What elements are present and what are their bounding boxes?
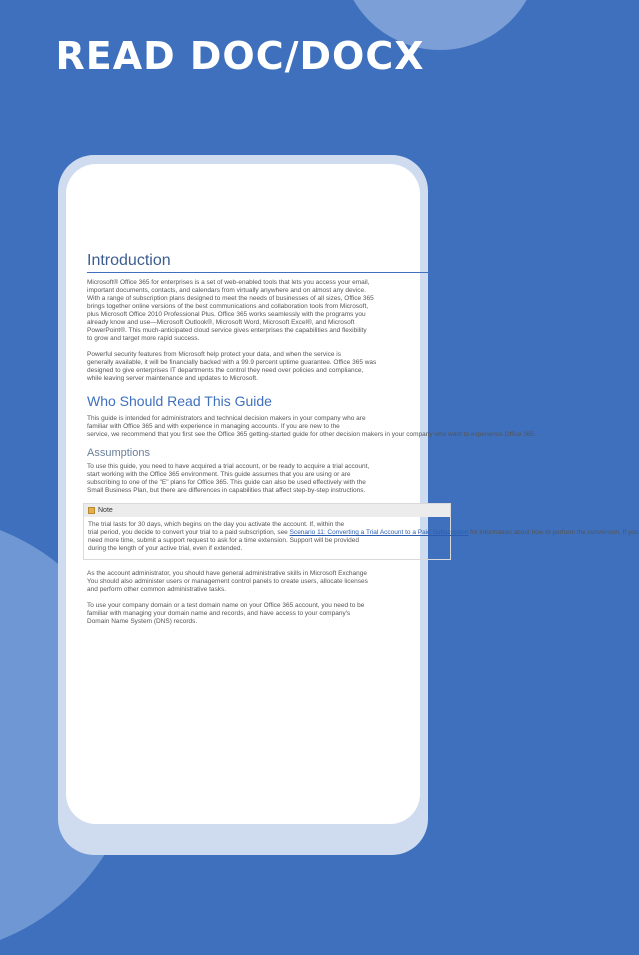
- note-text-before: The trial lasts for 30 days, which begins on the day you activate the account. If, within the trial period, you decide to convert your trial to a paid subscription, see: [88, 521, 345, 536]
- closing-paragraph-1: As the account administrator, you should have general administrative skills in Microsoft Exchange You should also administer users or management control panels to create users, allocate licenses and perform other common administrative tasks.: [87, 570, 368, 593]
- trial-conversion-link[interactable]: Scenario 11: Converting a Trial Account to a Paid Subscription: [289, 529, 469, 536]
- note-label: Note: [98, 507, 113, 514]
- note-box: [83, 503, 639, 560]
- assumptions-paragraph: To use this guide, you need to have acquired a trial account, or be ready to acquire a trial account, start working with the Office 365 environment. This guide assumes that you are using or are subscribing to one of the "E" plans for Office 365. This guide can also be used effectively with the Small Business Plan, but there are differences in capabilities that affect step-by-step instructions.: [87, 463, 370, 494]
- heading-who-should-read: Who Should Read This Guide: [87, 393, 272, 409]
- intro-paragraph-2: Powerful security features from Microsoft help protect your data, and when the service is generally available, it will be financially backed with a 99.9 percent uptime guarantee. Office 365 was designed to give enterprises IT departments the control they need over policies and compliance, while leaving server maintenance and updates to Microsoft.: [87, 351, 377, 382]
- phone-screen[interactable]: [66, 164, 639, 824]
- note-text-after: for information about how to perform the conversion. If you need more time, submit a support request to ask for a time extension. Support will be provided during the length of your active trial, even if extended.: [88, 529, 639, 552]
- guide-paragraph: This guide is intended for administrators and technical decision makers in your company who are familiar with Office 365 and with experience in managing accounts. If you are new to the service, we recommend that you first see the Office 365 getting-started guide for other decision makers in your company who want to experience Office 365.: [87, 415, 536, 438]
- note-icon: [88, 507, 95, 514]
- note-header: [84, 504, 450, 517]
- note-text: [88, 521, 639, 553]
- heading-introduction: Introduction: [87, 252, 447, 273]
- note-body: [84, 517, 639, 553]
- closing-paragraph-2: To use your company domain or a test domain name on your Office 365 account, you need to be familiar with managing your domain name and records, and have access to your company's Domain Name System (DNS) records.: [87, 602, 365, 625]
- heading-assumptions: Assumptions: [87, 447, 150, 459]
- document-page[interactable]: [87, 252, 639, 634]
- promo-headline: READ DOC/DOCX: [55, 34, 425, 78]
- intro-paragraph-1: Microsoft® Office 365 for enterprises is a set of web-enabled tools that lets you access your email, important documents, contacts, and calendars from virtually anywhere and on almost any device. With a range of subscription plans designed to meet the needs of businesses of all sizes, Office 365 brings together online versions of the best communications and collaboration tools from Microsoft, plus Microsoft Office 2010 Professional Plus. Office 365 works seamlessly with the programs you already know and use—Microsoft Outlook®, Microsoft Word, Microsoft Excel®, and Microsoft PowerPoint®. This much-anticipated cloud service gives enterprises the capabilities and flexibility to grow and target more rapid success.: [87, 279, 374, 342]
